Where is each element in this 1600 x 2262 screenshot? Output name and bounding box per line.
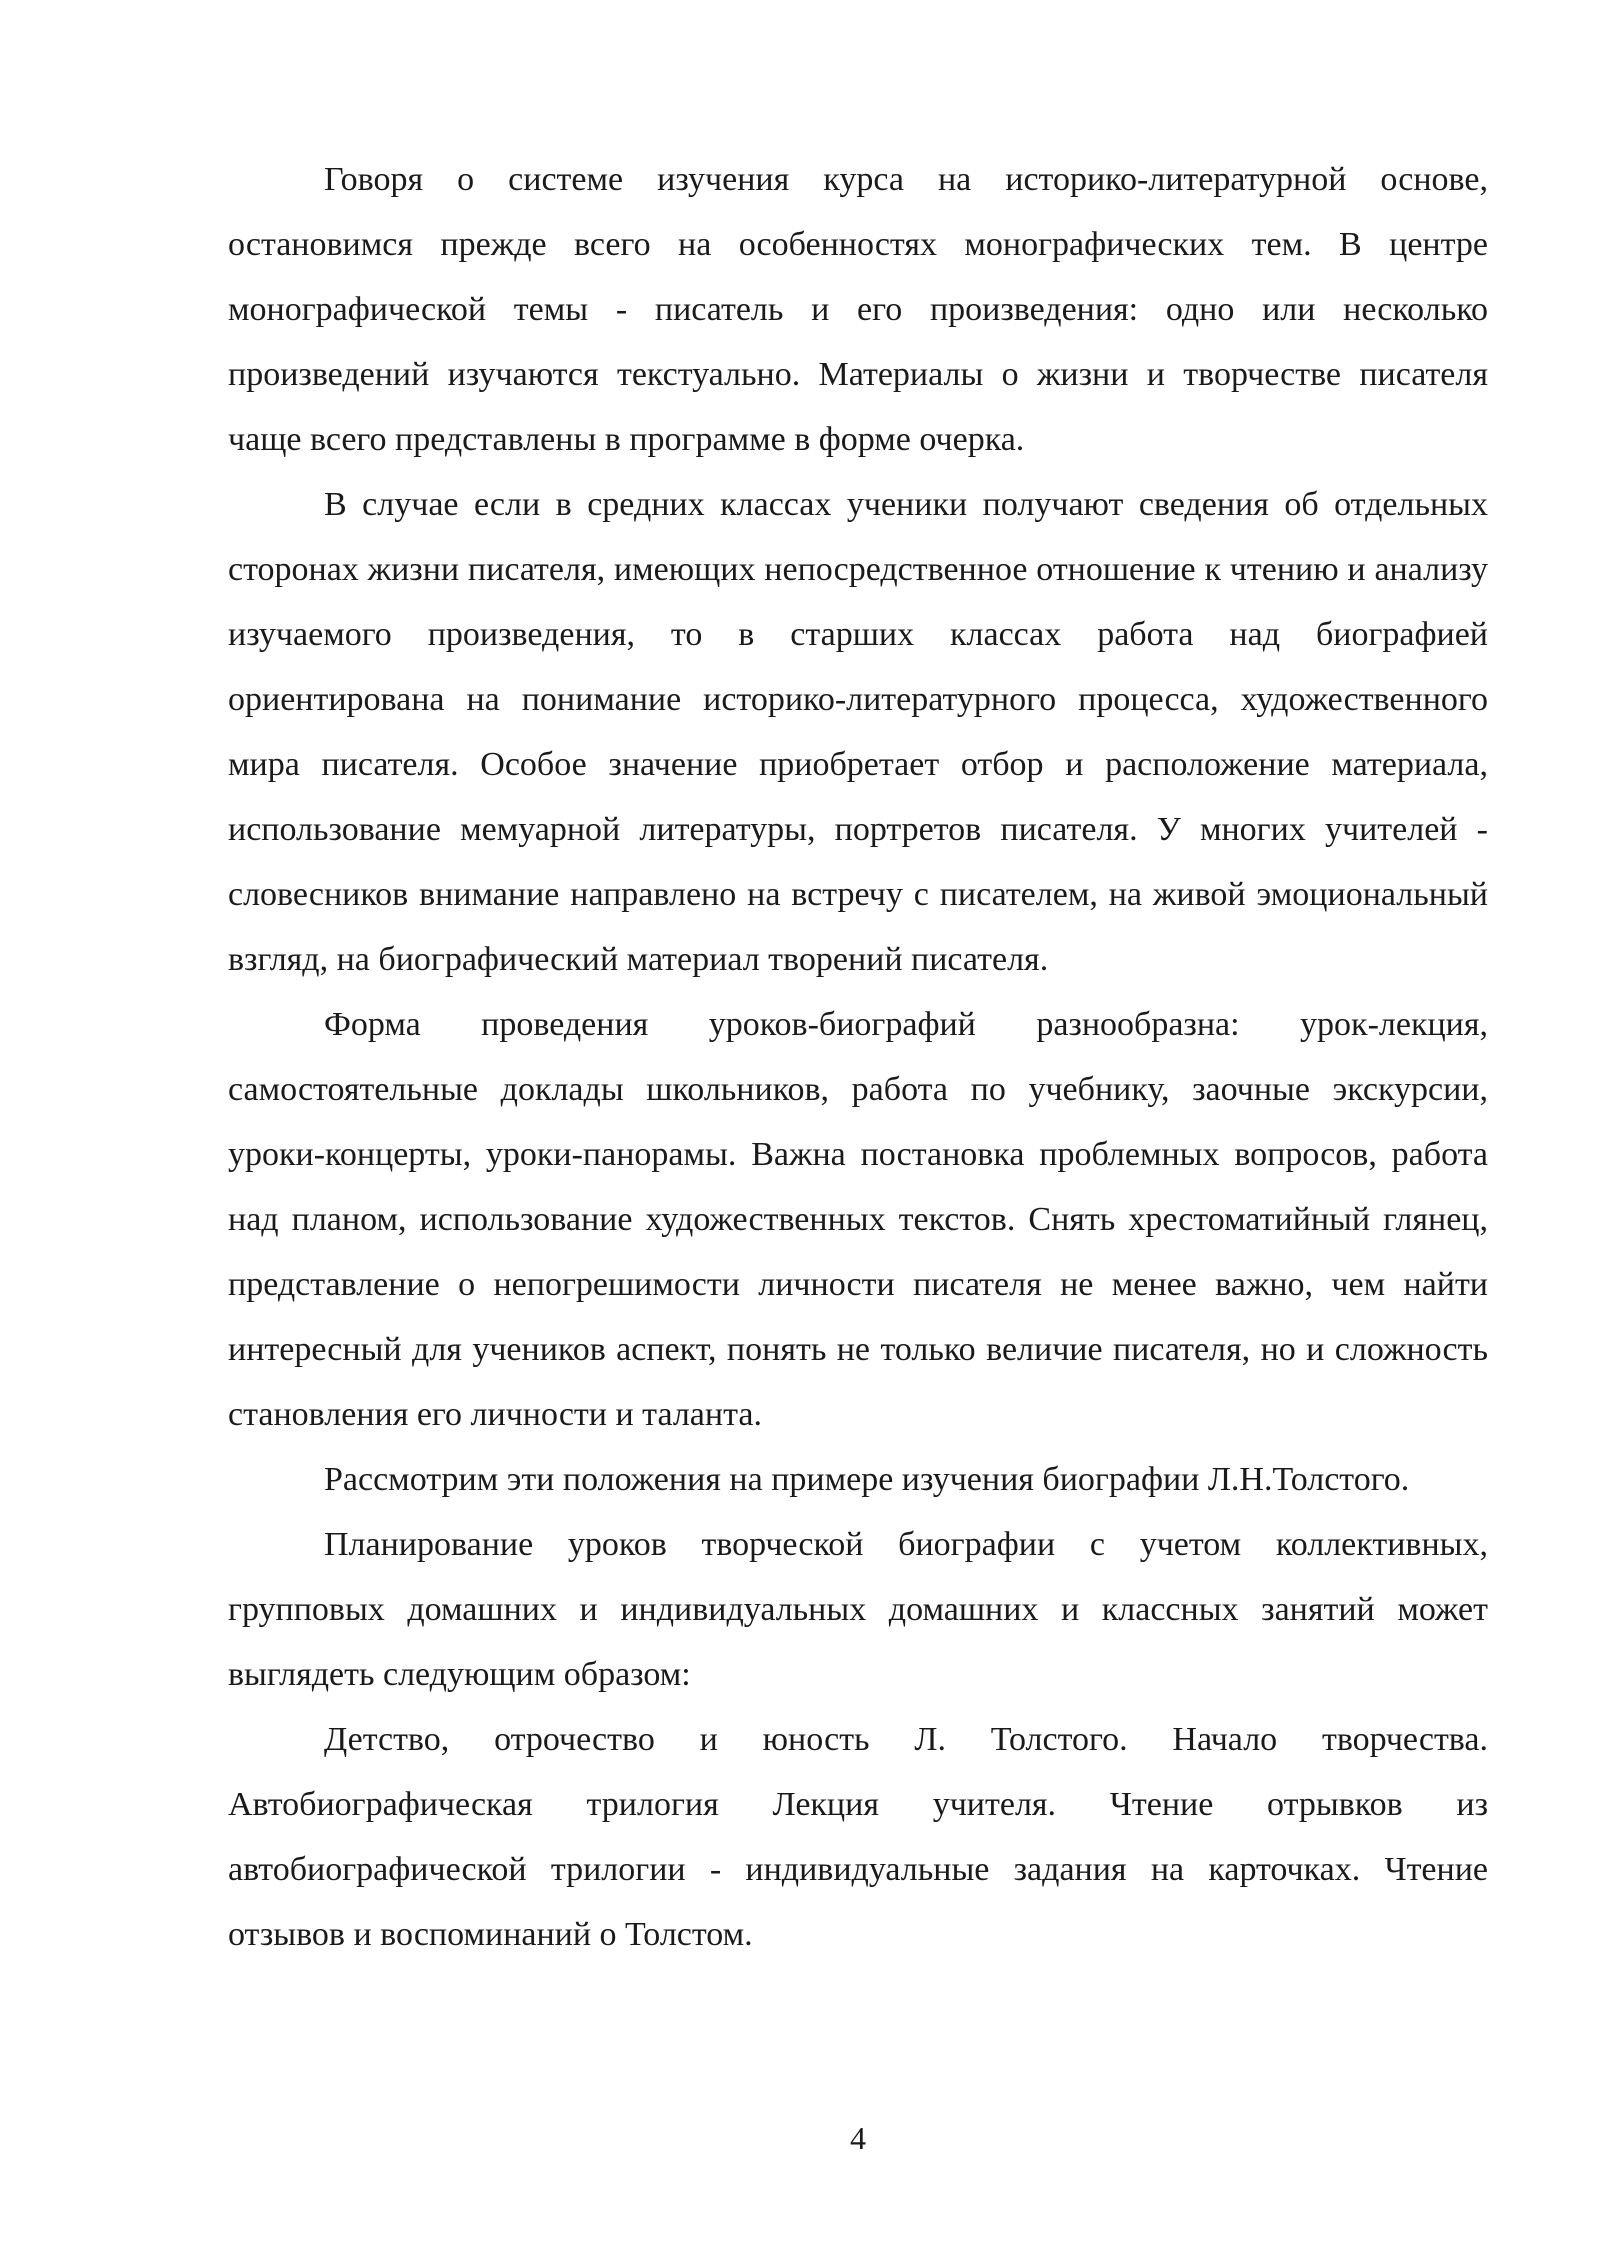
- paragraph-3: Форма проведения уроков-биографий разнообразна: урок-лекция, самостоятельные доклады школьников, работа по учебнику, заочные экскурсии, уроки-концерты, уроки-панорамы. Важна постановка проблемных вопросов, работа над планом, использование художественных текстов. Снять хрестоматийный глянец, представление о непогрешимости личности писателя не менее важно, чем найти интересный для учеников аспект, понять не только величие писателя, но и сложность становления его личности и таланта.: [228, 1006, 1488, 1433]
- paragraph-2: В случае если в средних классах ученики получают сведения об отдельных сторонах жизни писателя, имеющих непосредственное отношение к чтению и анализу изучаемого произведения, то в старших классах работа над биографией ориентирована на понимание историко-литературного процесса, художественного мира писателя. Особое значение приобретает отбор и расположение материала, использование мемуарной литературы, портретов писателя. У многих учителей - словесников внимание направлено на встречу с писателем, на живой эмоциональный взгляд, на биографический материал творений писателя.: [228, 486, 1488, 978]
- page-number: 4: [850, 2120, 866, 2156]
- body-text: [228, 147, 1488, 1967]
- paragraph-5: Планирование уроков творческой биографии с учетом коллективных, групповых домашних и индивидуальных домашних и классных занятий может выглядеть следующим образом:: [228, 1526, 1488, 1693]
- paragraph-4: Рассмотрим эти положения на примере изучения биографии Л.Н.Толстого.: [324, 1461, 1410, 1498]
- paragraph-1: Говоря о системе изучения курса на историко-литературной основе, остановимся прежде всего на особенностях монографических тем. В центре монографической темы - писатель и его произведения: одно или несколько произведений изучаются текстуально. Материалы о жизни и творчестве писателя чаще всего представлены в программе в форме очерка.: [228, 161, 1488, 458]
- paragraph-6: Детство, отрочество и юность Л. Толстого. Начало творчества. Автобиографическая трилогия Лекция учителя. Чтение отрывков из автобиографической трилогии - индивидуальные задания на карточках. Чтение отзывов и воспоминаний о Толстом.: [228, 1721, 1488, 1953]
